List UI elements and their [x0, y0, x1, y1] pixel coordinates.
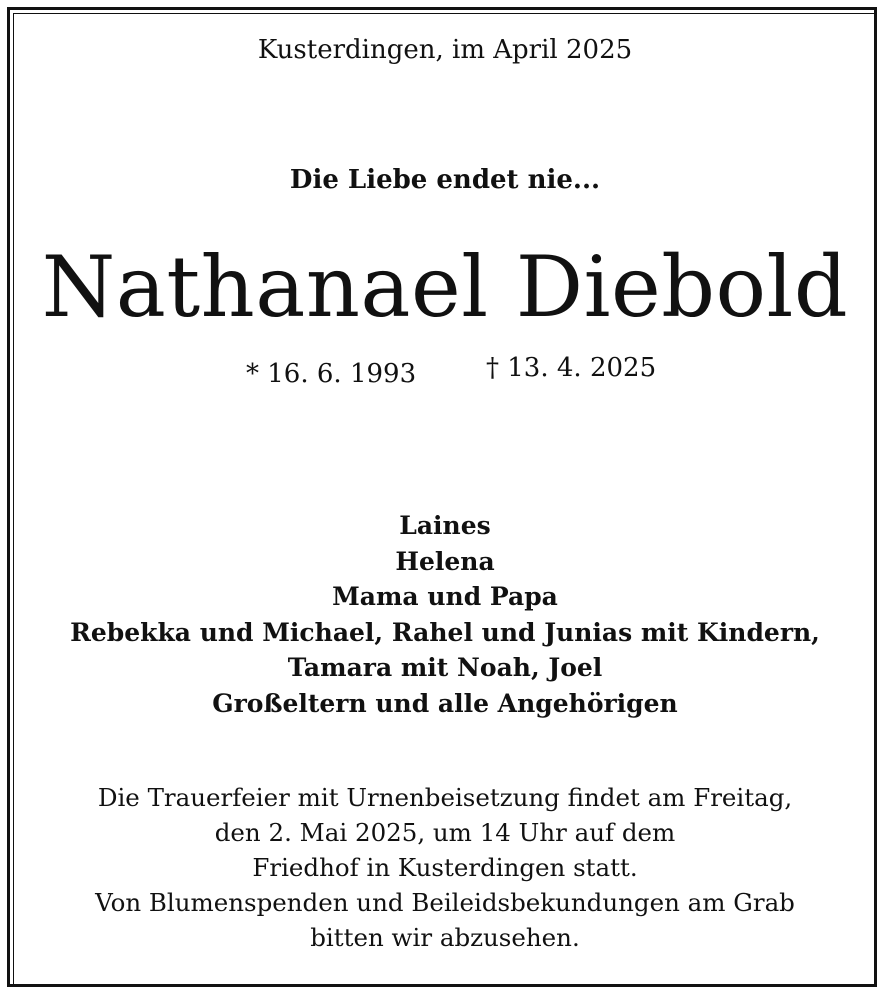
funeral-notice — [0, 780, 890, 955]
deceased-name: Nathanael Diebold — [41, 238, 849, 336]
mourner-line: Helena — [395, 546, 495, 576]
mourner-line: Mama und Papa — [332, 582, 558, 611]
place-date: Kusterdingen, im April 2025 — [257, 35, 633, 65]
birth-date: * 16. 6. 1993 — [246, 359, 417, 389]
life-dates — [0, 353, 890, 396]
death-date: † 13. 4. 2025 — [486, 353, 657, 383]
mourner-line: Großeltern und alle Angehörigen — [212, 688, 678, 718]
notice-line: Friedhof in Kusterdingen statt. — [252, 853, 638, 882]
mourner-line: Laines — [399, 511, 491, 540]
notice-line: Die Trauerfeier mit Urnenbeisetzung findet am Freitag, — [97, 783, 793, 812]
notice-line: den 2. Mai 2025, um 14 Uhr auf dem — [214, 818, 676, 847]
mourner-line: Tamara mit Noah, Joel — [287, 653, 603, 682]
notice-line: Von Blumenspenden und Beileidsbekundungen am Grab — [95, 888, 795, 917]
mourners-list — [0, 508, 890, 721]
mourner-line: Rebekka und Michael, Rahel und Junias mit Kindern, — [70, 617, 820, 647]
motto: Die Liebe endet nie... — [289, 165, 601, 195]
notice-line: bitten wir abzusehen. — [310, 923, 580, 952]
